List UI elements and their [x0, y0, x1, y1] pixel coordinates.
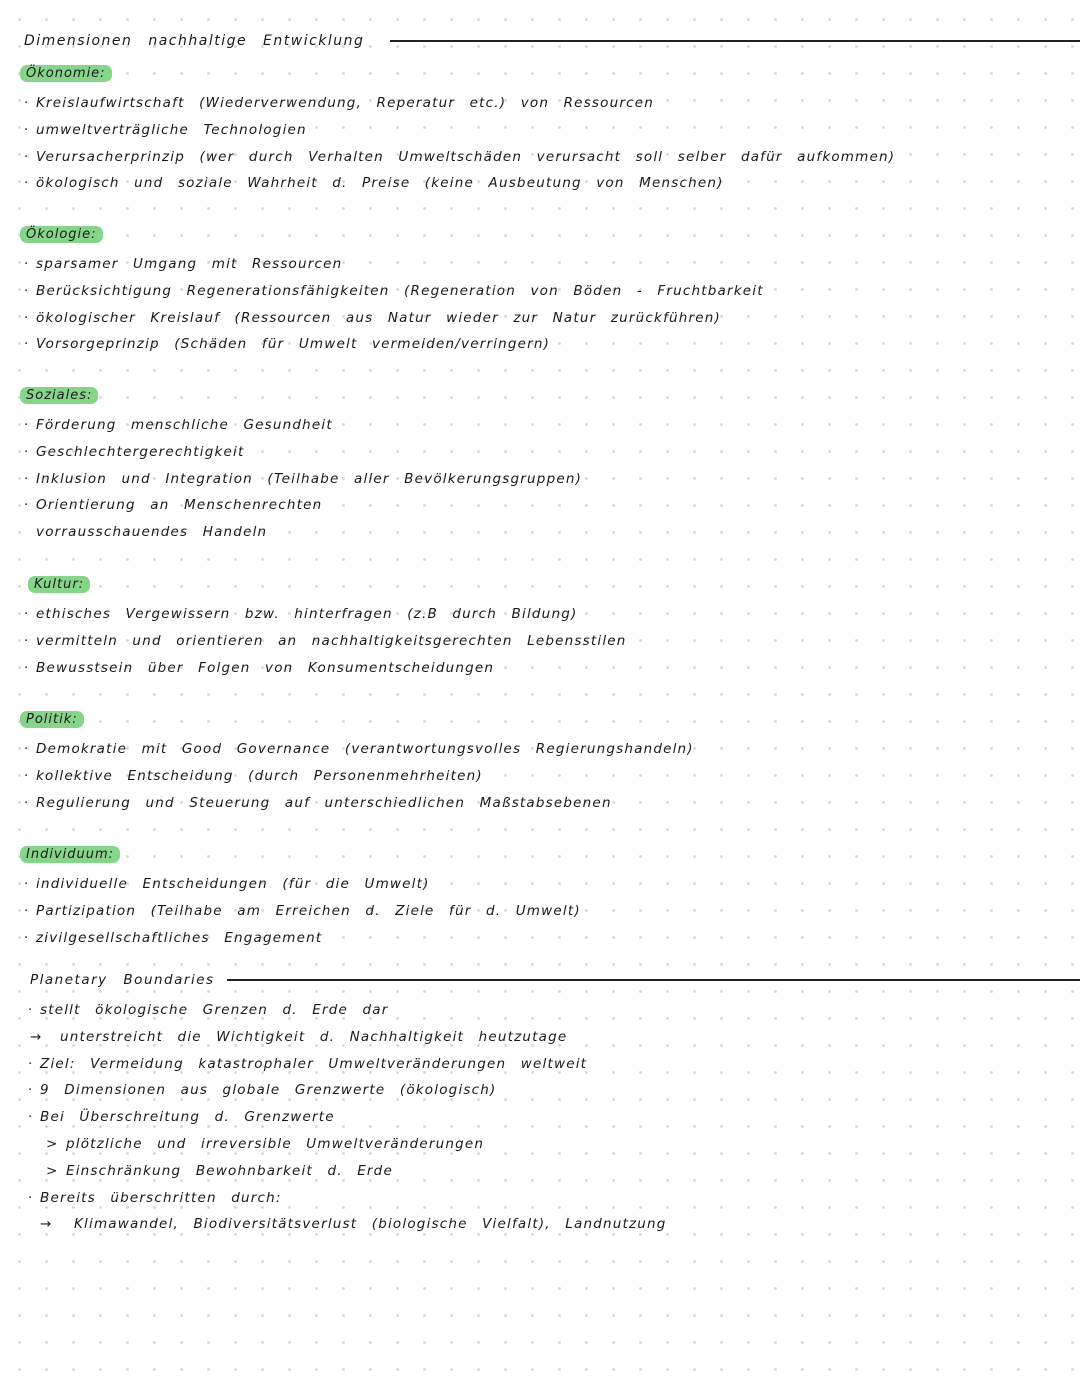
bullet: ·	[24, 929, 30, 946]
section-kultur	[22, 573, 1062, 681]
arrow-right-icon: →	[30, 1028, 43, 1045]
list-item: · individuelle Entscheidungen (für die Umwelt)	[22, 871, 1062, 898]
bullet: ·	[24, 659, 30, 676]
list-item: · stellt ökologische Grenzen d. Erde dar	[26, 997, 1066, 1024]
bullet: ·	[28, 1082, 34, 1099]
title-divider	[390, 40, 1080, 42]
planetary-title-row	[30, 972, 1080, 988]
bullet: ·	[24, 741, 30, 757]
section-planetary	[26, 997, 1066, 1238]
list-item: · Bereits überschritten durch:	[26, 1185, 1066, 1212]
bullet: ·	[24, 497, 30, 514]
list-item: · Ziel: Vermeidung katastrophaler Umweltveränderungen weltweit	[26, 1051, 1066, 1078]
title-row	[24, 33, 1080, 49]
bullet: ·	[24, 282, 30, 299]
section-oekologie	[22, 223, 1062, 358]
bullet: ·	[24, 309, 30, 326]
bullet: ·	[28, 1109, 34, 1126]
list-item: → Klimawandel, Biodiversitätsverlust (biologische Vielfalt), Landnutzung	[26, 1211, 1066, 1238]
section-oekonomie	[22, 62, 1062, 197]
list-item: · Inklusion und Integration (Teilhabe aller Bevölkerungsgruppen)	[22, 466, 1062, 493]
list-item: · Förderung menschliche Gesundheit	[22, 412, 1062, 439]
bullet: ·	[24, 767, 30, 784]
planetary-divider	[227, 979, 1080, 981]
list-item: vorrausschauendes Handeln	[36, 524, 268, 541]
section-soziales	[22, 384, 1062, 546]
list-item: · 9 Dimensionen aus globale Grenzwerte (ökologisch)	[26, 1077, 1066, 1104]
chevron-right-icon: >	[46, 1162, 59, 1179]
bullet: ·	[24, 148, 30, 165]
bullet: ·	[24, 95, 30, 111]
list-item: · ethisches Vergewissern bzw. hinterfragen (z.B durch Bildung)	[22, 601, 1062, 628]
list-item: · Vorsorgeprinzip (Schäden für Umwelt vermeiden/verringern)	[22, 331, 1062, 358]
bullet: ·	[24, 632, 30, 649]
section-heading: Individuum:	[20, 846, 120, 863]
arrow-right-icon: →	[40, 1216, 53, 1233]
bullet: ·	[24, 175, 30, 192]
page-title: Dimensionen nachhaltige Entwicklung	[24, 33, 365, 49]
bullet: ·	[24, 417, 30, 433]
list-item: · ökologischer Kreislauf (Ressourcen aus Natur wieder zur Natur zurückführen)	[22, 305, 1062, 332]
bullet: ·	[28, 1002, 34, 1018]
section-politik	[22, 708, 1062, 816]
bullet: ·	[24, 470, 30, 487]
list-item: · Demokratie mit Good Governance (verantwortungsvolles Regierungshandeln)	[22, 736, 1062, 763]
list-item: · Verursacherprinzip (wer durch Verhalten Umweltschäden verursacht soll selber dafür aufkommen)	[22, 144, 1062, 171]
bullet: ·	[24, 794, 30, 811]
list-item: · Bewusstsein über Folgen von Konsumentscheidungen	[22, 655, 1062, 682]
section-individuum	[22, 843, 1062, 951]
list-item: · Berücksichtigung Regenerationsfähigkeiten (Regeneration von Böden - Fruchtbarkeit	[22, 278, 1062, 305]
section-heading: Soziales:	[20, 387, 98, 404]
bullet: ·	[24, 121, 30, 138]
bullet: ·	[24, 256, 30, 272]
section-heading: Politik:	[20, 711, 84, 728]
bullet: ·	[24, 876, 30, 892]
section-heading: Kultur:	[28, 576, 90, 593]
list-item: · kollektive Entscheidung (durch Personenmehrheiten)	[22, 763, 1062, 790]
list-item: · vermitteln und orientieren an nachhaltigkeitsgerechten Lebensstilen	[22, 628, 1062, 655]
list-item: → unterstreicht die Wichtigkeit d. Nachhaltigkeit heutzutage	[26, 1024, 1066, 1051]
bullet: ·	[28, 1189, 34, 1206]
list-item: · Geschlechtergerechtigkeit	[22, 439, 1062, 466]
bullet: ·	[28, 1055, 34, 1072]
list-item: > Einschränkung Bewohnbarkeit d. Erde	[26, 1158, 1066, 1185]
list-item: · Kreislaufwirtschaft (Wiederverwendung, Reperatur etc.) von Ressourcen	[22, 90, 1062, 117]
list-item: · Bei Überschreitung d. Grenzwerte	[26, 1104, 1066, 1131]
bullet: ·	[24, 443, 30, 460]
list-item: > plötzliche und irreversible Umweltveränderungen	[26, 1131, 1066, 1158]
section-heading: Ökonomie:	[20, 65, 112, 82]
list-item: · sparsamer Umgang mit Ressourcen	[22, 251, 1062, 278]
list-item: · umweltverträgliche Technologien	[22, 117, 1062, 144]
list-item: · zivilgesellschaftliches Engagement	[22, 925, 1062, 952]
bullet: ·	[24, 336, 30, 353]
list-item: · Orientierung an Menschenrechten	[22, 492, 1062, 519]
list-item: · ökologisch und soziale Wahrheit d. Preise (keine Ausbeutung von Menschen)	[22, 170, 1062, 197]
bullet: ·	[24, 606, 30, 622]
planetary-title: Planetary Boundaries	[30, 972, 215, 988]
bullet: ·	[24, 902, 30, 919]
section-heading: Ökologie:	[20, 226, 103, 243]
chevron-right-icon: >	[46, 1135, 59, 1152]
list-item: · Regulierung und Steuerung auf unterschiedlichen Maßstabsebenen	[22, 790, 1062, 817]
list-item: · Partizipation (Teilhabe am Erreichen d. Ziele für d. Umwelt)	[22, 898, 1062, 925]
